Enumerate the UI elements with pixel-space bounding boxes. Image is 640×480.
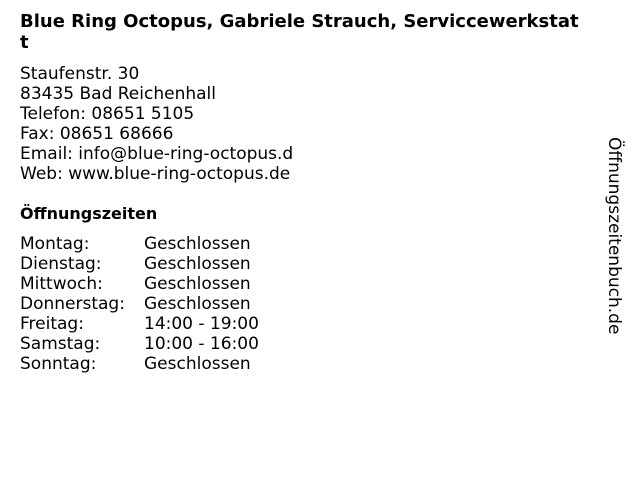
day-label: Sonntag:	[20, 354, 97, 374]
city-address: 83435 Bad Reichenhall	[20, 84, 216, 104]
day-hours: Geschlossen	[144, 294, 251, 314]
phone-number: Telefon: 08651 5105	[20, 104, 195, 124]
hours-row-friday	[20, 314, 259, 334]
website-address: Web: www.blue-ring-octopus.de	[20, 164, 291, 184]
day-label: Mittwoch:	[20, 274, 103, 294]
day-label: Samstag:	[20, 334, 101, 354]
hours-row-sunday	[20, 354, 259, 374]
day-label: Dienstag:	[20, 254, 102, 274]
opening-hours-heading: Öffnungszeiten	[20, 204, 158, 223]
contact-block	[20, 64, 293, 184]
day-hours: Geschlossen	[144, 234, 251, 254]
email-address: Email: info@blue-ring-octopus.d	[20, 144, 294, 164]
hours-row-thursday	[20, 294, 259, 314]
site-brand-label[interactable]: Öffnungszeitenbuch.de	[604, 137, 624, 335]
day-label: Freitag:	[20, 314, 84, 334]
day-label: Montag:	[20, 234, 90, 254]
hours-row-wednesday	[20, 274, 259, 294]
opening-hours-table	[20, 234, 259, 374]
hours-row-saturday	[20, 334, 259, 354]
business-name: Blue Ring Octopus, Gabriele Strauch, Serviccewerkstatt	[20, 11, 579, 53]
day-label: Donnerstag:	[20, 294, 125, 314]
hours-row-tuesday	[20, 254, 259, 274]
fax-number: Fax: 08651 68666	[20, 124, 174, 144]
day-hours: Geschlossen	[144, 274, 251, 294]
day-hours: 10:00 - 16:00	[144, 334, 259, 354]
day-hours: Geschlossen	[144, 254, 251, 274]
street-address: Staufenstr. 30	[20, 64, 140, 84]
hours-row-monday	[20, 234, 259, 254]
day-hours: 14:00 - 19:00	[144, 314, 259, 334]
day-hours: Geschlossen	[144, 354, 251, 374]
